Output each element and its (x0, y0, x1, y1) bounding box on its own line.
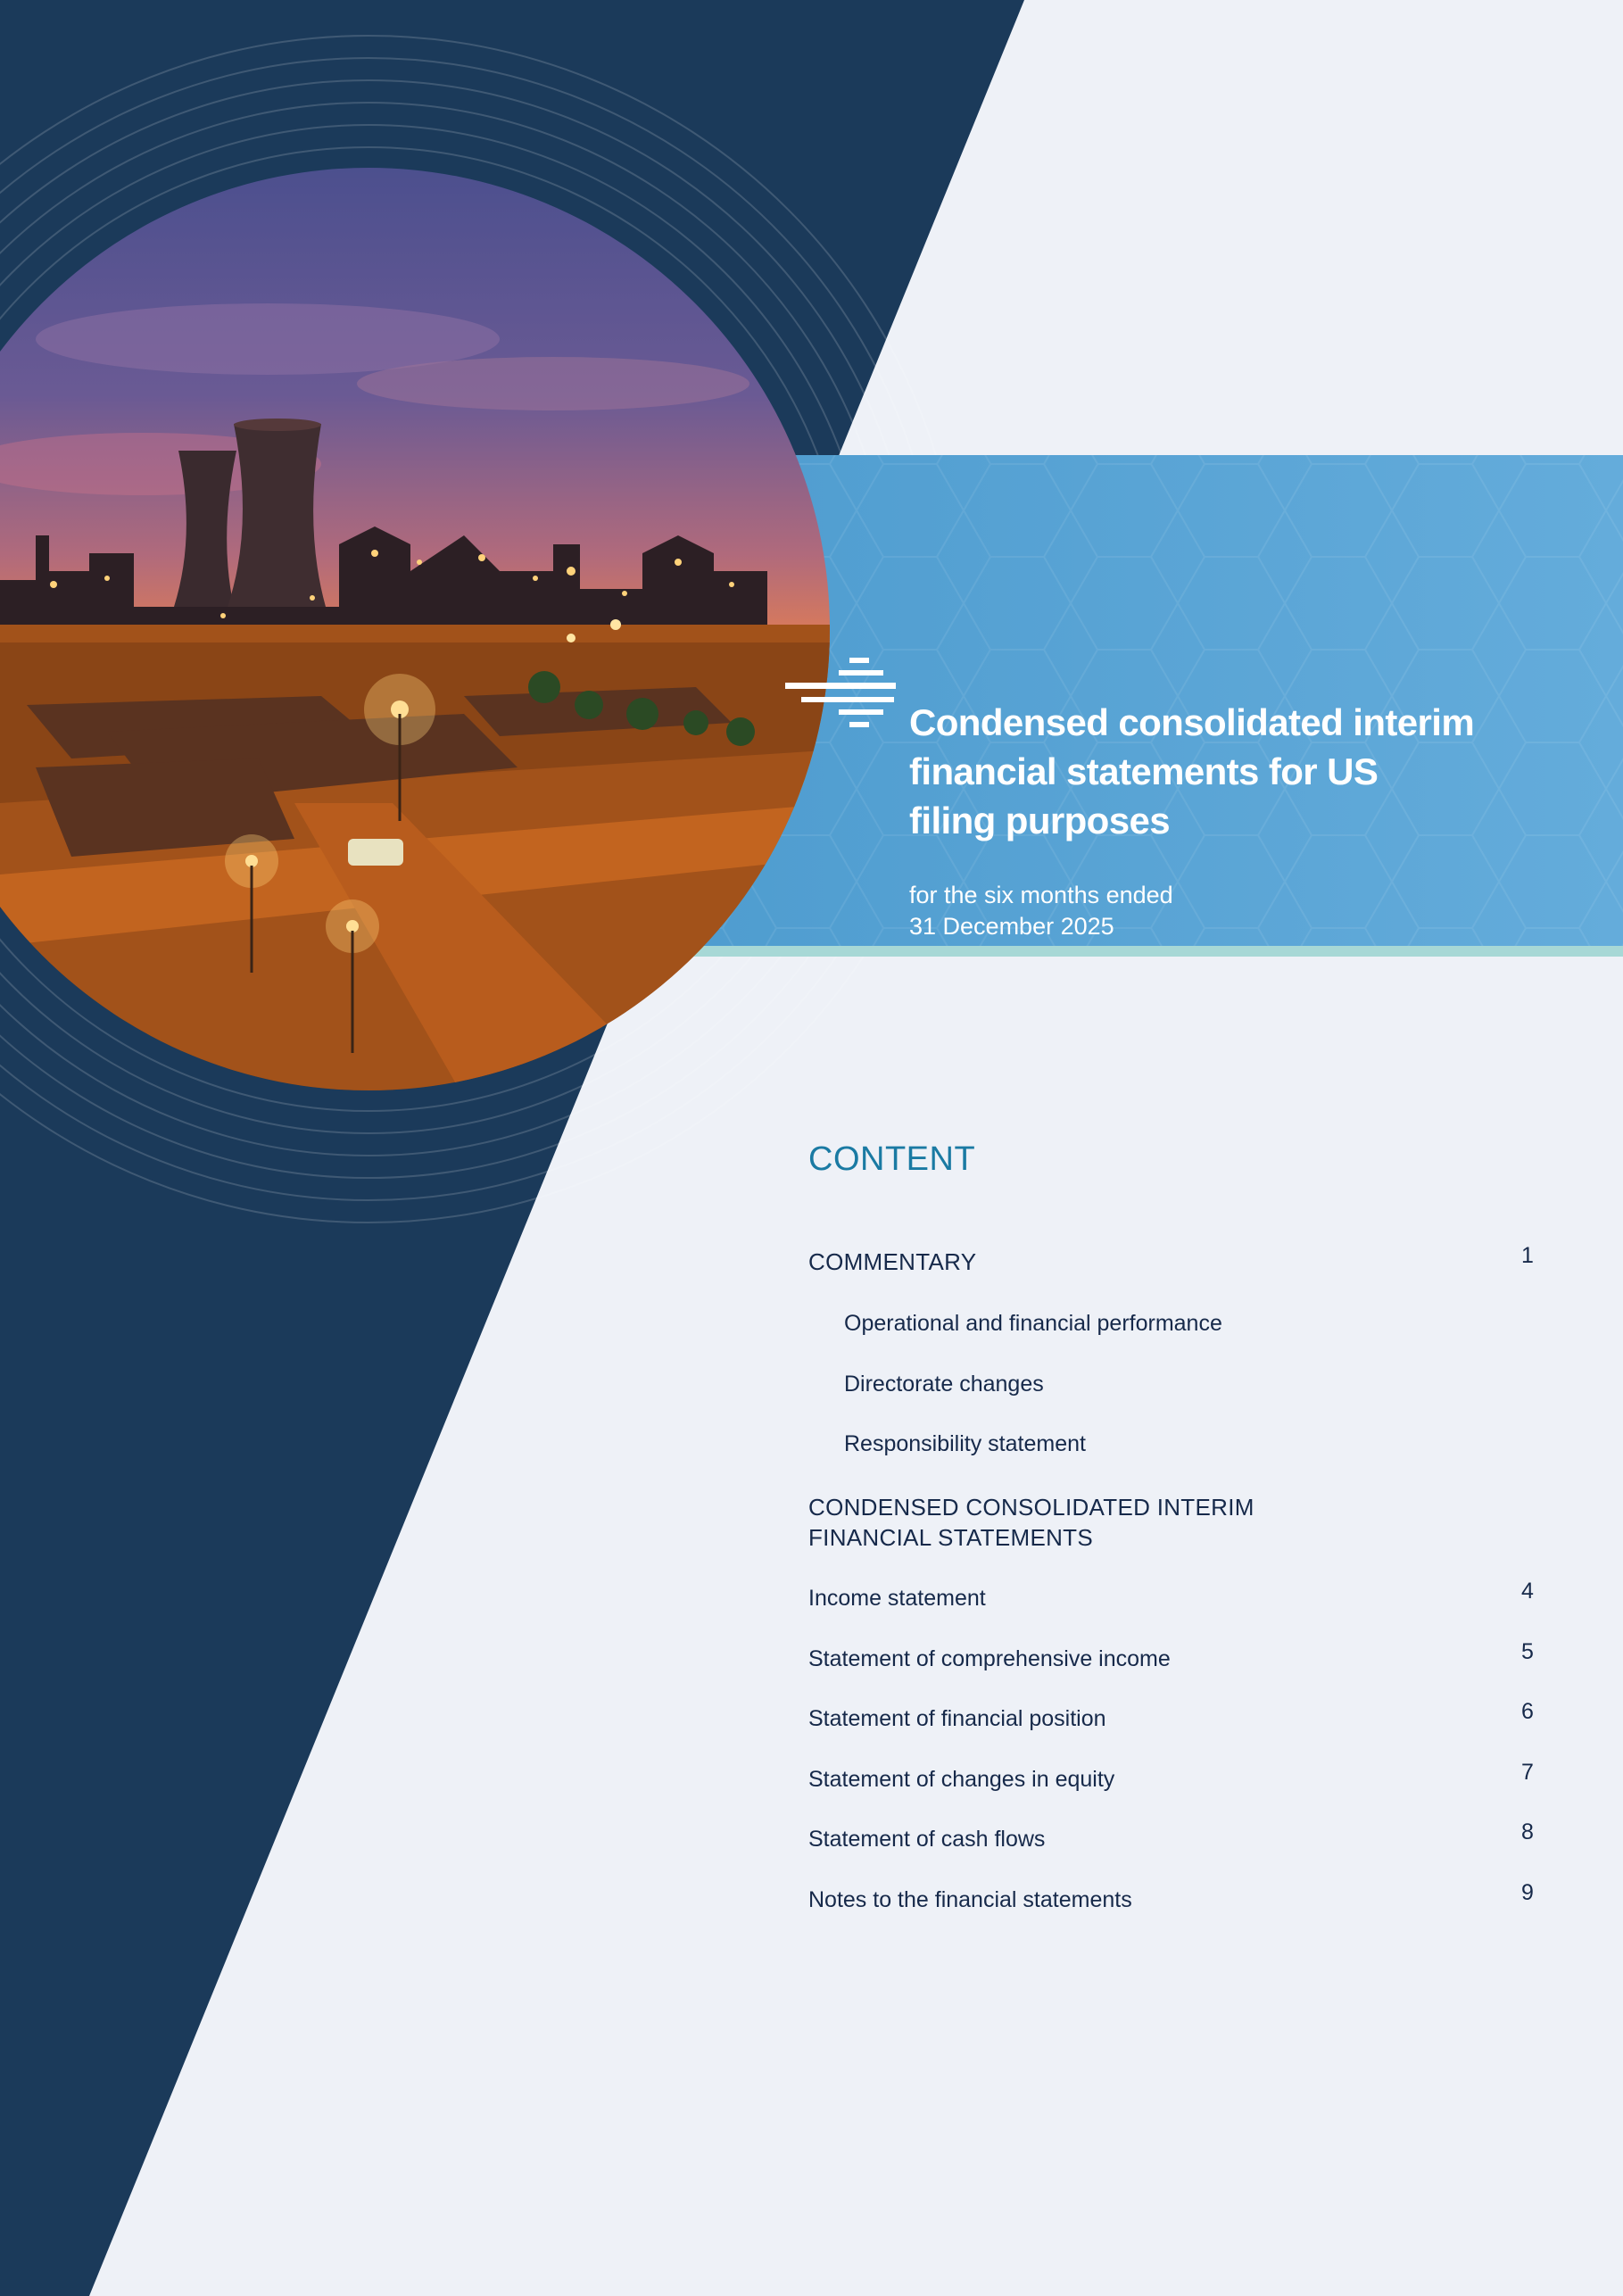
toc-financial-statements-link[interactable] (808, 1492, 1255, 1553)
document-subtitle-line: for the six months ended (909, 882, 1173, 908)
toc-section-line: CONDENSED CONSOLIDATED INTERIM (808, 1494, 1255, 1521)
toc-subitem-link[interactable]: Responsibility statement (844, 1431, 1086, 1456)
toc-item-comprehensive-income[interactable]: Statement of comprehensive income (808, 1646, 1171, 1671)
document-subtitle-line: 31 December 2025 (909, 913, 1114, 940)
toc-item-changes-in-equity[interactable]: Statement of changes in equity (808, 1767, 1115, 1792)
document-subtitle (909, 880, 1445, 942)
toc-item-income-statement[interactable]: Income statement (808, 1586, 986, 1611)
toc-page-number: 6 (1521, 1699, 1534, 1724)
toc-page-number: 8 (1521, 1819, 1534, 1844)
toc-page-number: 7 (1521, 1760, 1534, 1785)
document-title (909, 698, 1552, 845)
toc-item-financial-position[interactable]: Statement of financial position (808, 1706, 1106, 1731)
toc-subitem-link[interactable]: Operational and financial performance (844, 1311, 1222, 1336)
toc-commentary-link[interactable]: COMMENTARY (808, 1248, 977, 1275)
toc-heading: CONTENT (808, 1140, 976, 1178)
document-title-line: financial statements for US (909, 750, 1379, 792)
company-logo-stripes-icon (785, 658, 896, 731)
toc-page-number: 9 (1521, 1880, 1534, 1905)
toc-item-cash-flows[interactable]: Statement of cash flows (808, 1827, 1046, 1852)
document-title-line: filing purposes (909, 800, 1171, 841)
document-title-line: Condensed consolidated interim (909, 701, 1475, 743)
toc-page-number: 5 (1521, 1639, 1534, 1664)
toc-page-number: 1 (1521, 1243, 1534, 1268)
toc-subitem-link[interactable]: Directorate changes (844, 1372, 1044, 1397)
toc-item-notes[interactable]: Notes to the financial statements (808, 1887, 1132, 1912)
toc-page-number: 4 (1521, 1579, 1534, 1604)
toc-section-line: FINANCIAL STATEMENTS (808, 1524, 1093, 1551)
